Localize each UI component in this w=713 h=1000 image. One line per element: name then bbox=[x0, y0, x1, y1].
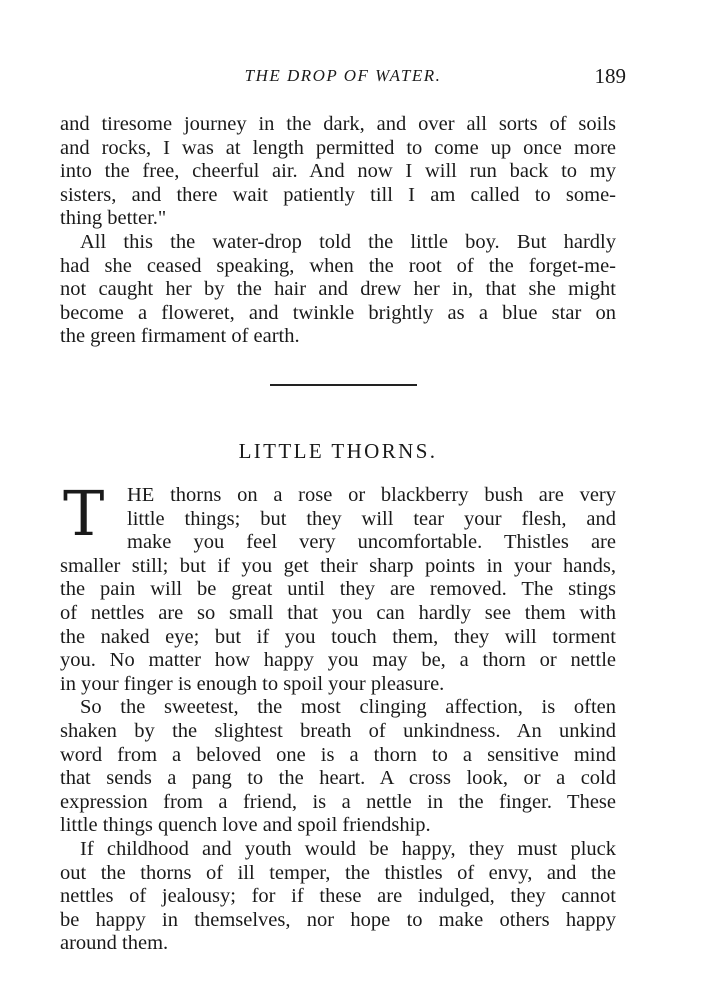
text-line: had she ceased speaking, when the root of the forget-me- bbox=[60, 254, 616, 277]
text-line: word from a beloved one is a thorn to a sensitive mind bbox=[60, 743, 616, 766]
text-line: HE thorns on a rose or blackberry bush are very bbox=[127, 484, 616, 506]
text-line: you. No matter how happy you may be, a thorn or nettle bbox=[60, 649, 616, 672]
text-line: nettles of jealousy; for if these are indulged, they cannot bbox=[60, 885, 616, 908]
text-line: around them. bbox=[60, 932, 169, 955]
drop-story-paragraph-2 bbox=[60, 231, 616, 349]
text-line: the pain will be great until they are removed. The stings bbox=[60, 578, 616, 601]
text-line: If childhood and youth would be happy, they must pluck bbox=[80, 837, 616, 860]
text-line: not caught her by the hair and drew her in, that she might bbox=[60, 278, 616, 301]
running-head bbox=[60, 64, 626, 88]
little-thorns-paragraph-2 bbox=[60, 696, 616, 838]
text-line: So the sweetest, the most clinging affection, is often bbox=[80, 696, 616, 719]
running-title: THE DROP OF WATER. bbox=[244, 66, 442, 85]
section-title: LITTLE THORNS. bbox=[238, 439, 438, 463]
little-thorns-paragraph-1 bbox=[60, 477, 616, 696]
little-thorns-paragraph-3 bbox=[60, 838, 616, 956]
text-line: the naked eye; but if you touch them, they will torment bbox=[60, 625, 616, 648]
text-line: smaller still; but if you get their sharp points in your hands, bbox=[60, 554, 616, 577]
text-line: that sends a pang to the heart. A cross look, or a cold bbox=[60, 767, 616, 790]
text-line: and tiresome journey in the dark, and over all sorts of soils bbox=[60, 113, 616, 135]
drop-story-text bbox=[60, 113, 616, 349]
text-line: sisters, and there wait patiently till I am called to some- bbox=[60, 183, 616, 206]
text-line: make you feel very uncomfortable. Thistles are bbox=[127, 531, 616, 554]
little-thorns-text bbox=[60, 477, 616, 956]
drop-cap-letter: T bbox=[63, 477, 105, 550]
text-line: All this the water-drop told the little boy. But hardly bbox=[80, 230, 616, 253]
text-line: little things; but they will tear your flesh, and bbox=[127, 507, 616, 530]
text-line: in your finger is enough to spoil your pleasure. bbox=[60, 672, 445, 695]
text-line: expression from a friend, is a nettle in the finger. These bbox=[60, 790, 616, 813]
text-line: shaken by the slightest breath of unkindness. An unkind bbox=[60, 719, 616, 742]
drop-story-paragraph-1 bbox=[60, 113, 616, 231]
text-line: become a floweret, and twinkle brightly as a blue star on bbox=[60, 301, 616, 324]
text-line: out the thorns of ill temper, the thistles of envy, and the bbox=[60, 861, 616, 884]
text-line: and rocks, I was at length permitted to come up once more bbox=[60, 136, 616, 159]
text-line: into the free, cheerful air. And now I will run back to my bbox=[60, 160, 616, 183]
text-line: the green firmament of earth. bbox=[60, 325, 300, 348]
section-divider-rule bbox=[270, 384, 417, 386]
text-line: be happy in themselves, nor hope to make others happy bbox=[60, 908, 616, 931]
text-line: little things quench love and spoil friendship. bbox=[60, 814, 431, 837]
text-line: of nettles are so small that you can hardly see them with bbox=[60, 601, 616, 624]
page-number: 189 bbox=[594, 64, 626, 88]
text-line: thing better." bbox=[60, 207, 167, 230]
